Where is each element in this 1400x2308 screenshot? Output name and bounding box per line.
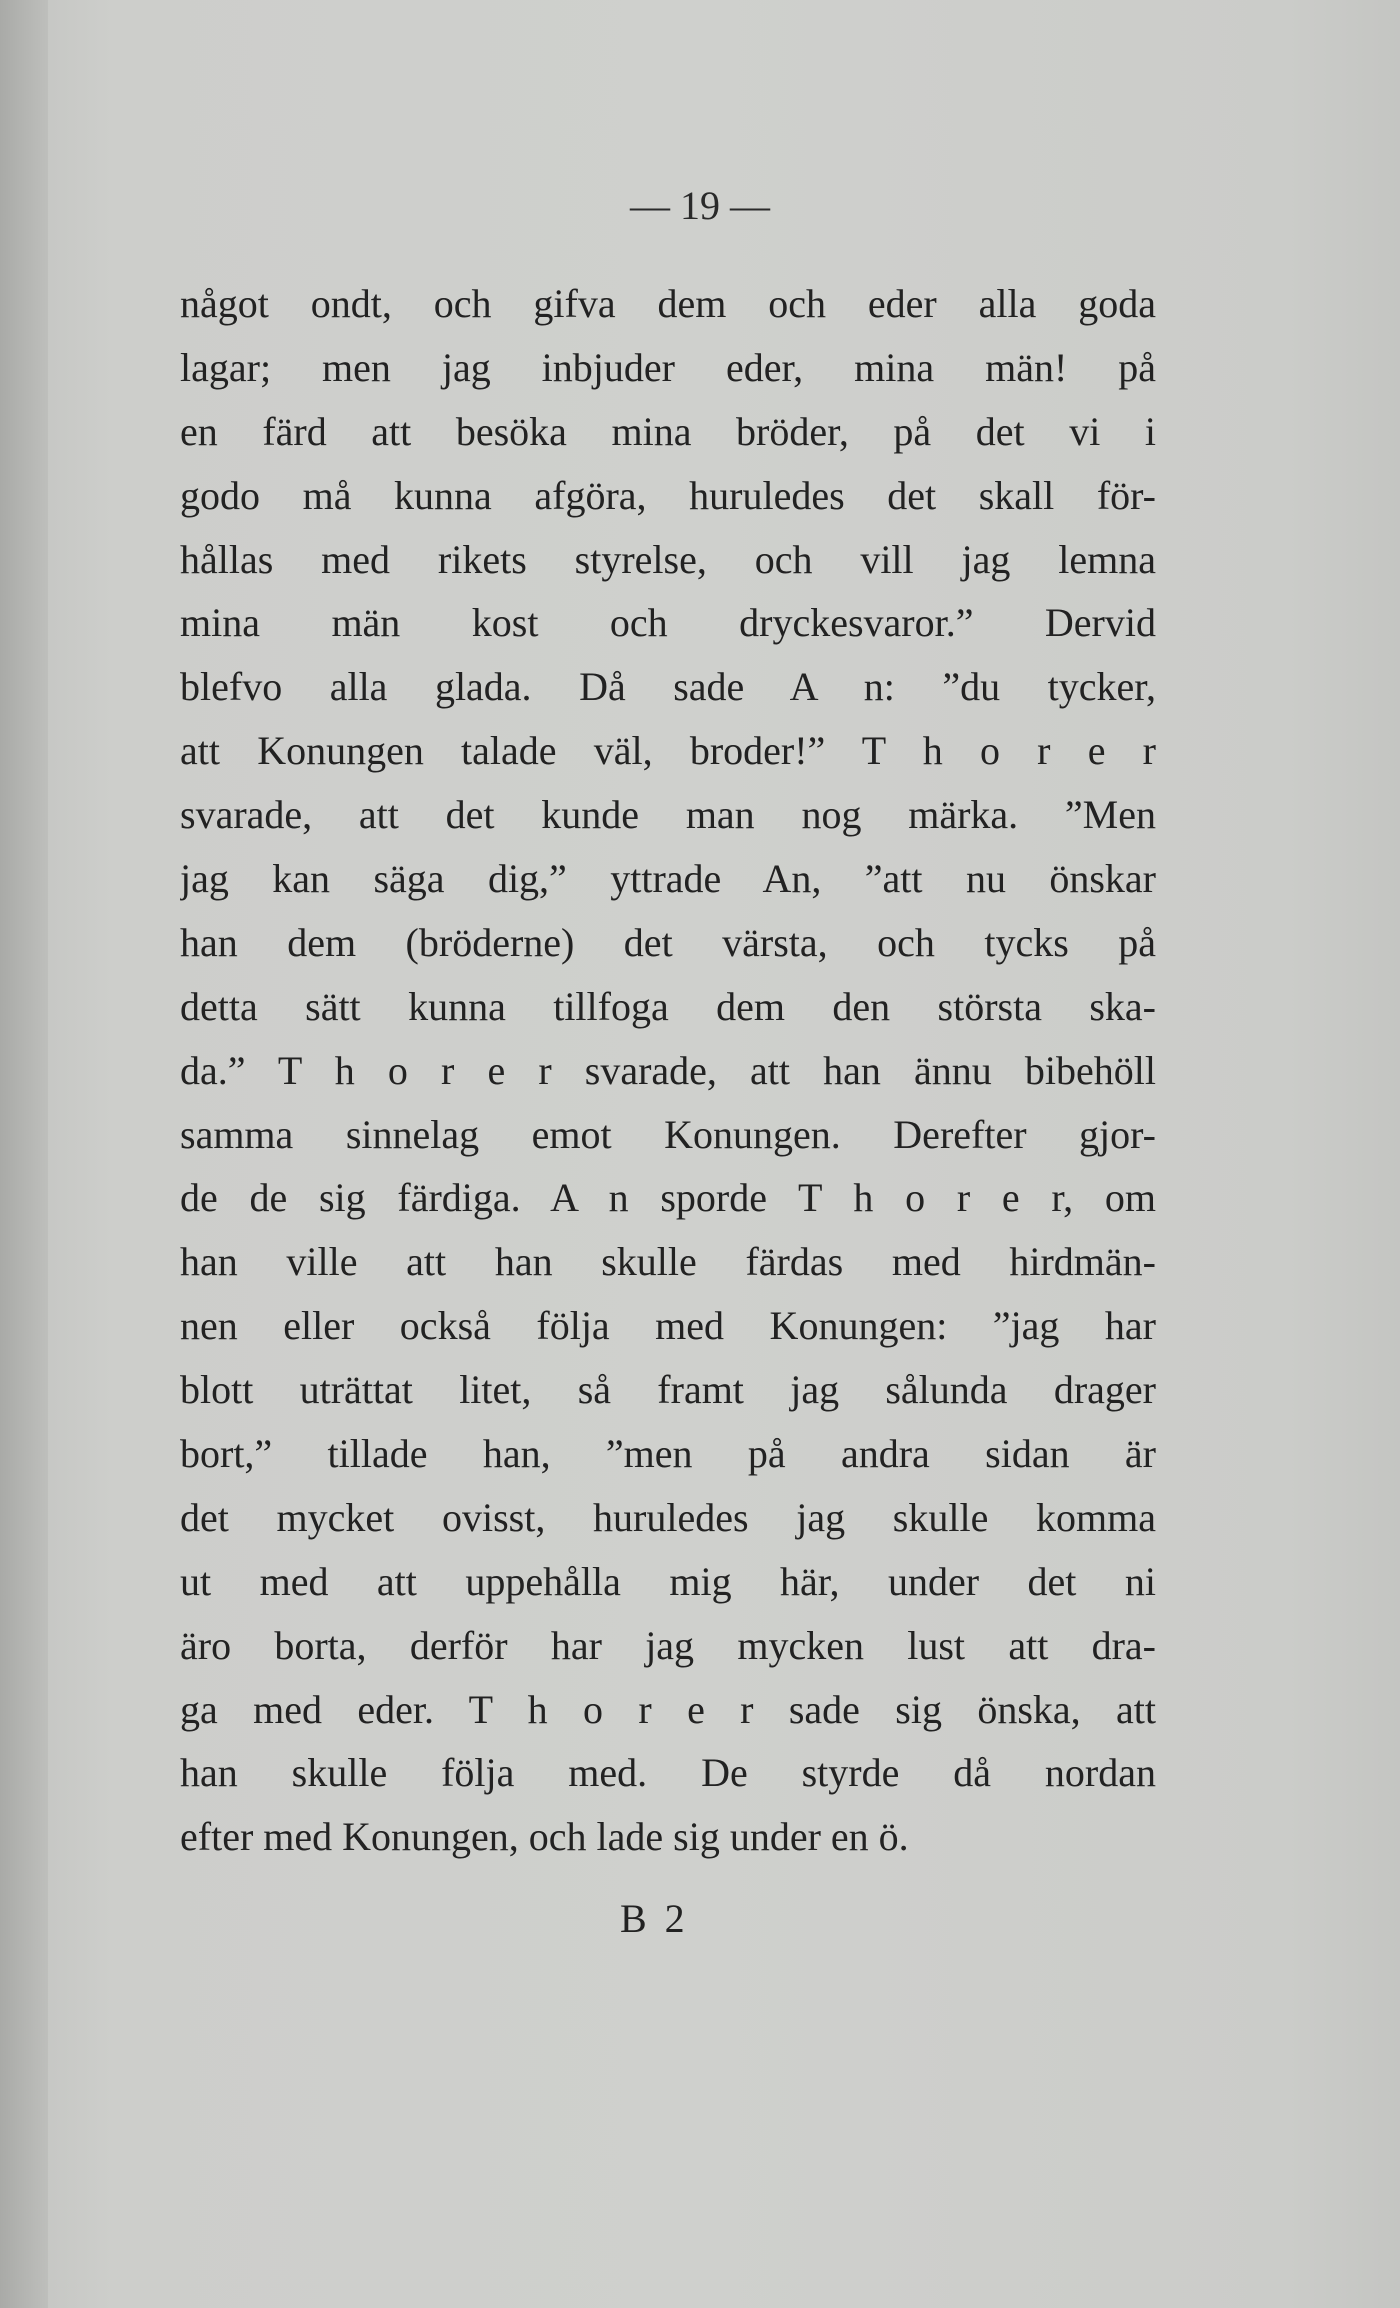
text-line: samma sinnelag emot Konungen. Derefter gjor- bbox=[180, 1111, 1156, 1157]
text-line: godo må kunna afgöra, huruledes det skall för- bbox=[180, 472, 1156, 518]
text-line: han skulle följa med. De styrde då nordan bbox=[180, 1750, 1156, 1796]
text-line: efter med Konungen, och lade sig under en ö. bbox=[180, 1814, 909, 1860]
text-line: nen eller också följa med Konungen: ”jag har bbox=[180, 1303, 1156, 1349]
text-line: hållas med rikets styrelse, och vill jag lemna bbox=[180, 536, 1156, 582]
text-line: blott uträttat litet, så framt jag sålunda drager bbox=[180, 1367, 1156, 1413]
text-line: något ondt, och gifva dem och eder alla goda bbox=[180, 281, 1156, 326]
text-line: svarade, att det kunde man nog märka. ”Men bbox=[180, 792, 1156, 838]
text-line: jag kan säga dig,” yttrade An, ”att nu önskar bbox=[180, 856, 1156, 902]
text-line: blefvo alla glada. Då sade A n: ”du tycker, bbox=[180, 664, 1156, 710]
text-line: äro borta, derför har jag mycken lust att dra- bbox=[180, 1622, 1156, 1668]
text-line: da.” T h o r e r svarade, att han ännu bibehöll bbox=[180, 1047, 1156, 1093]
text-line: de de sig färdiga. A n sporde T h o r e r, om bbox=[180, 1175, 1156, 1221]
text-line: han dem (bröderne) det värsta, och tycks på bbox=[180, 919, 1156, 965]
text-line: ut med att uppehålla mig här, under det ni bbox=[180, 1558, 1156, 1604]
page-gutter bbox=[0, 0, 48, 2308]
body-text bbox=[180, 272, 1156, 1869]
text-line: ga med eder. T h o r e r sade sig önska, att bbox=[180, 1686, 1156, 1732]
text-line: han ville att han skulle färdas med hirdmän- bbox=[180, 1239, 1156, 1285]
page-number: — 19 — bbox=[630, 183, 770, 228]
text-line: detta sätt kunna tillfoga dem den största ska- bbox=[180, 983, 1156, 1029]
signature-mark: B 2 bbox=[620, 1896, 689, 1941]
text-line: lagar; men jag inbjuder eder, mina män! på bbox=[180, 344, 1156, 390]
text-line: bort,” tillade han, ”men på andra sidan är bbox=[180, 1431, 1156, 1477]
text-line: en färd att besöka mina bröder, på det vi i bbox=[180, 408, 1156, 454]
text-line: mina män kost och dryckesvaror.” Dervid bbox=[180, 600, 1156, 646]
text-line: det mycket ovisst, huruledes jag skulle komma bbox=[180, 1494, 1156, 1540]
text-line: att Konungen talade väl, broder!” T h o r e r bbox=[180, 728, 1156, 774]
